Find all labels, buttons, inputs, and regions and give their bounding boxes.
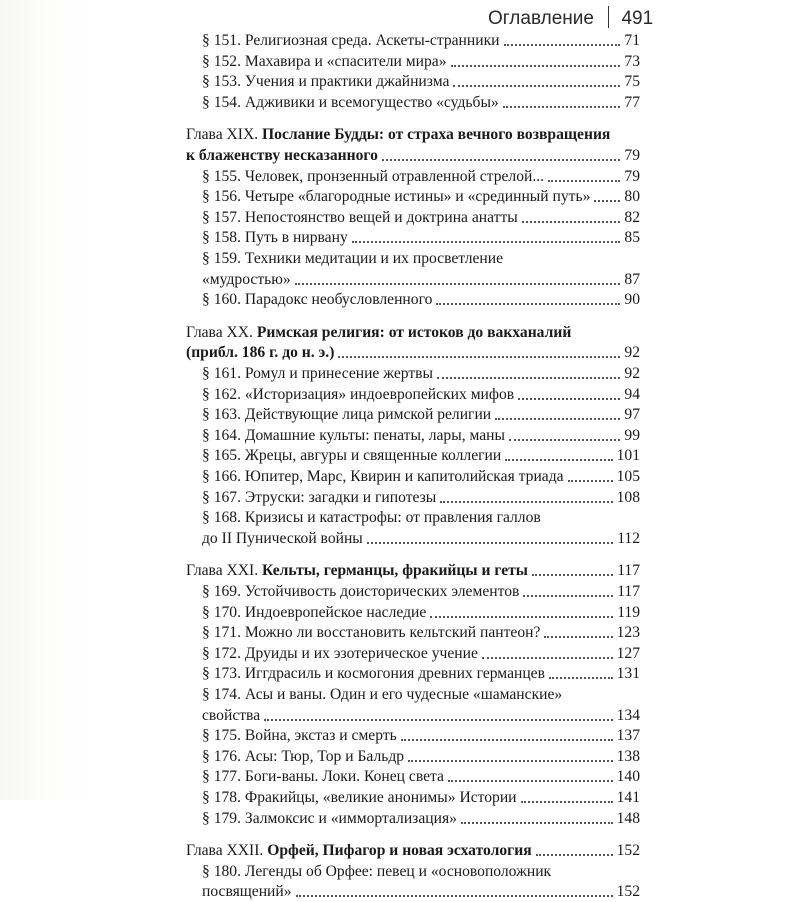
header-title: Оглавление <box>488 8 594 29</box>
toc-entry[interactable]: § 165. Жрецы, авгуры и священные коллегии 101 <box>202 447 640 464</box>
toc-entry[interactable]: § 155. Человек, пронзенный отравленной стрелой... 79 <box>202 168 640 185</box>
toc-entry-cont[interactable]: до II Пунической войны 112 <box>202 530 640 547</box>
toc-entry[interactable]: § 151. Религиозная среда. Аскеты-странники 71 <box>202 32 640 49</box>
chapter-heading-xxii[interactable]: Глава XXII. Орфей, Пифагор и новая эсхатология 152 <box>186 842 640 859</box>
chapter-heading-xxi[interactable]: Глава XXI. Кельты, германцы, фракийцы и геты 117 <box>186 562 640 579</box>
toc-entry[interactable]: § 157. Непостоянство вещей и доктрина анатты 82 <box>202 209 640 226</box>
toc-entry[interactable]: § 163. Действующие лица римской религии 97 <box>202 406 640 423</box>
chapter-heading-xix-cont[interactable]: к блаженству несказанного 79 <box>186 147 640 164</box>
toc-entry-cont[interactable]: посвящений» 152 <box>202 883 640 900</box>
toc-entry[interactable]: § 169. Устойчивость доисторических элементов 117 <box>202 583 640 600</box>
toc-entry[interactable]: § 158. Путь в нирвану 85 <box>202 229 640 246</box>
toc-entry[interactable]: § 162. «Историзация» индоевропейских мифов 94 <box>202 386 640 403</box>
toc-entry[interactable]: § 174. Асы и ваны. Один и его чудесные «шаманские» <box>202 686 563 703</box>
chapter-heading-xx-cont[interactable]: (прибл. 186 г. до н. э.) 92 <box>186 344 640 361</box>
toc-entry[interactable]: § 178. Фракийцы, «великие анонимы» Истории 141 <box>202 789 640 806</box>
toc-entry[interactable]: § 170. Индоевропейское наследие 119 <box>202 604 640 621</box>
toc-entry[interactable]: § 154. Адживики и всемогущество «судьбы» 77 <box>202 94 640 111</box>
toc-entry[interactable]: § 173. Иггдрасиль и космогония древних германцев 131 <box>202 665 640 682</box>
toc-entry[interactable]: § 172. Друиды и их эзотерическое учение 127 <box>202 645 640 662</box>
toc-entry[interactable]: § 152. Махавира и «спасители мира» 73 <box>202 53 640 70</box>
toc-entry[interactable]: § 168. Кризисы и катастрофы: от правления галлов <box>202 509 541 526</box>
toc-entry[interactable]: § 161. Ромул и принесение жертвы 92 <box>202 365 640 382</box>
toc-entry-cont[interactable]: «мудростью» 87 <box>202 271 640 288</box>
chapter-heading-xx[interactable]: Глава XX. Римская религия: от истоков до вакханалий <box>186 324 572 341</box>
toc-entry-cont[interactable]: свойства 134 <box>202 707 640 724</box>
toc-entry[interactable]: § 171. Можно ли восстановить кельтский пантеон? 123 <box>202 624 640 641</box>
chapter-heading-xix[interactable]: Глава XIX. Послание Будды: от страха вечного возвращения <box>186 126 611 143</box>
toc-entry[interactable]: § 160. Парадокс необусловленного 90 <box>202 291 640 308</box>
toc-entry[interactable]: § 153. Учения и практики джайнизма 75 <box>202 73 640 90</box>
header-separator <box>608 6 610 28</box>
toc-entry[interactable]: § 175. Война, экстаз и смерть 137 <box>202 727 640 744</box>
toc-entry[interactable]: § 177. Боги-ваны. Локи. Конец света 140 <box>202 768 640 785</box>
toc-entry[interactable]: § 159. Техники медитации и их просветление <box>202 250 504 267</box>
toc-entry[interactable]: § 164. Домашние культы: пенаты, лары, маны 99 <box>202 427 640 444</box>
header-page-number: 491 <box>621 8 654 29</box>
toc-entry[interactable]: § 167. Этруски: загадки и гипотезы 108 <box>202 489 640 506</box>
running-header <box>488 6 653 30</box>
toc-entry[interactable]: § 176. Асы: Тюр, Тор и Бальдр 138 <box>202 748 640 765</box>
toc-entry[interactable]: § 180. Легенды об Орфее: певец и «основоположник <box>202 863 552 880</box>
toc-entry[interactable]: § 166. Юпитер, Марс, Квирин и капитолийская триада 105 <box>202 468 640 485</box>
toc-entry[interactable]: § 156. Четыре «благородные истины» и «срединный путь» 80 <box>202 188 640 205</box>
toc-entry[interactable]: § 179. Залмоксис и «иммортализация» 148 <box>202 810 640 827</box>
